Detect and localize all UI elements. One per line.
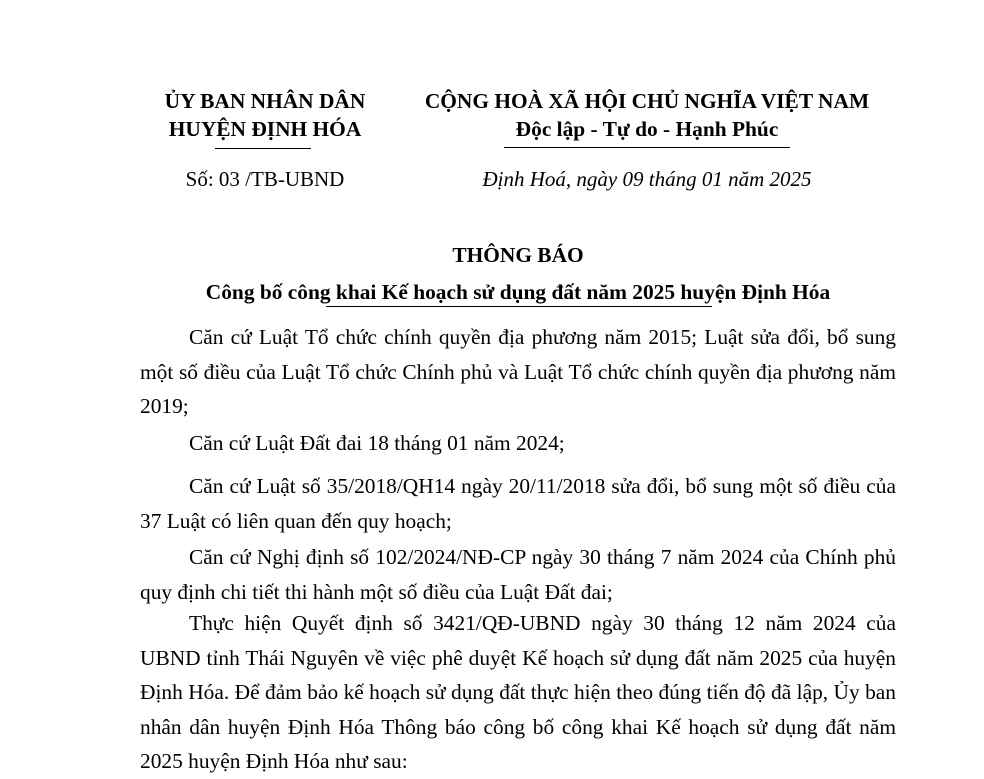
- document-number: Số: 03 /TB-UBND: [185, 167, 345, 191]
- legal-basis-3: Căn cứ Luật số 35/2018/QH14 ngày 20/11/2018 sửa đổi, bổ sung một số điều của 37 Luật có liên quan đến quy hoạch;: [140, 474, 896, 533]
- place-date: Định Hoá, ngày 09 tháng 01 năm 2025: [482, 167, 812, 191]
- document-subject: Công bố công khai Kế hoạch sử dụng đất năm 2025 huyện Định Hóa: [205, 280, 831, 304]
- national-motto: Độc lập - Tự do - Hạnh Phúc: [515, 117, 779, 141]
- agency-underline: [215, 148, 311, 149]
- motto-underline: [504, 147, 790, 148]
- legal-basis-1: Căn cứ Luật Tổ chức chính quyền địa phương năm 2015; Luật sửa đổi, bổ sung một số điều của Luật Tổ chức Chính phủ và Luật Tổ chức chính quyền địa phương năm 2019;: [140, 325, 896, 418]
- subject-underline: [326, 306, 712, 307]
- issuing-district: HUYỆN ĐỊNH HÓA: [168, 117, 362, 141]
- document-title: THÔNG BÁO: [452, 243, 584, 267]
- legal-basis-2: Căn cứ Luật Đất đai 18 tháng 01 năm 2024;: [189, 431, 565, 455]
- implementation-paragraph: Thực hiện Quyết định số 3421/QĐ-UBND ngày 30 tháng 12 năm 2024 của UBND tỉnh Thái Nguyên về việc phê duyệt Kế hoạch sử dụng đất năm 2025 của huyện Định Hóa. Để đảm bảo kế hoạch sử dụng đất thực hiện theo đúng tiến độ đã lập, Ủy ban nhân dân huyện Định Hóa Thông báo công bố công khai Kế hoạch sử dụng đất năm 2025 huyện Định Hóa như sau:: [140, 611, 896, 773]
- issuing-agency: ỦY BAN NHÂN DÂN: [164, 89, 366, 113]
- national-title: CỘNG HOÀ XÃ HỘI CHỦ NGHĨA VIỆT NAM: [424, 89, 870, 113]
- legal-basis-4: Căn cứ Nghị định số 102/2024/NĐ-CP ngày 30 tháng 7 năm 2024 của Chính phủ quy định chi tiết thi hành một số điều của Luật Đất đai;: [140, 545, 896, 604]
